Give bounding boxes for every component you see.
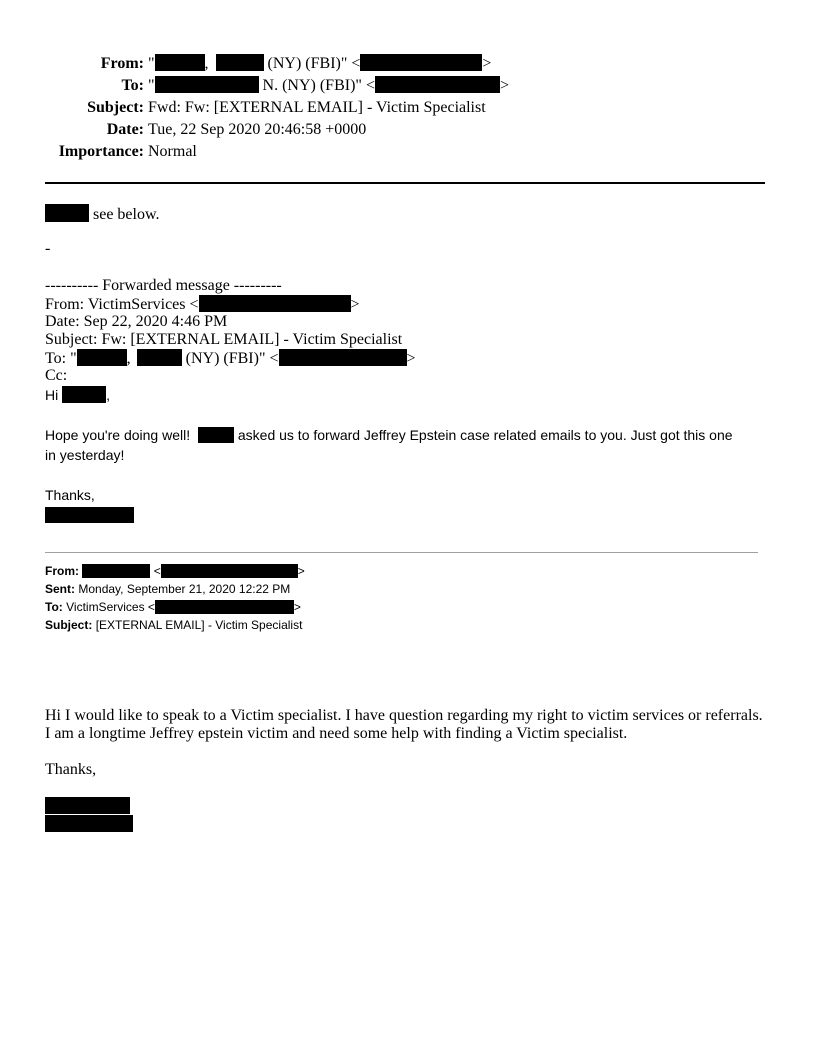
redaction-block xyxy=(77,349,127,366)
message1-line1: Hope you're doing well! asked us to forward Jeffrey Epstein case related emails to you. Just got this one xyxy=(45,427,733,443)
redaction-block xyxy=(62,386,106,403)
redaction-block xyxy=(155,76,259,93)
redaction-block xyxy=(155,54,205,71)
to-label: To: xyxy=(121,77,144,94)
redaction-block xyxy=(45,815,133,832)
subject-row xyxy=(0,97,816,119)
date-value: Tue, 22 Sep 2020 20:46:58 +0000 xyxy=(148,121,367,138)
forwarded-date: Date: Sep 22, 2020 4:46 PM xyxy=(45,313,228,330)
forwarded-to: To: " , (NY) (FBI)" < > xyxy=(45,350,416,367)
orig-from-row: From: < > xyxy=(45,564,305,578)
redaction-block xyxy=(155,600,294,614)
redaction-block xyxy=(82,564,150,578)
importance-row xyxy=(0,141,816,163)
redaction-block xyxy=(161,564,298,578)
date-row xyxy=(0,119,816,141)
greeting-line: Hi , xyxy=(45,387,111,403)
from-label: From: xyxy=(100,55,144,72)
date-label: Date: xyxy=(106,121,144,138)
redaction-block xyxy=(360,54,482,71)
intro-text: see below. xyxy=(93,206,160,223)
importance-value: Normal xyxy=(148,143,197,160)
importance-label: Importance: xyxy=(58,143,144,160)
intro-line xyxy=(45,204,160,225)
redaction-block xyxy=(45,797,130,814)
message1-thanks: Thanks, xyxy=(45,487,95,503)
orig-subject-row: Subject: [EXTERNAL EMAIL] - Victim Specialist xyxy=(45,618,303,632)
from-value: " , (NY) (FBI)" < > xyxy=(148,55,492,72)
subject-label: Subject: xyxy=(87,99,144,116)
forwarded-subject: Subject: Fw: [EXTERNAL EMAIL] - Victim Specialist xyxy=(45,331,403,348)
original-message-divider xyxy=(45,552,758,553)
orig-to-row: To: VictimServices < > xyxy=(45,600,301,614)
redaction-block xyxy=(45,204,89,222)
redaction-block xyxy=(375,76,500,93)
message2-line1: Hi I would like to speak to a Victim specialist. I have question regarding my right to victim services or referrals. xyxy=(45,707,763,724)
to-value: " N. (NY) (FBI)" < > xyxy=(148,77,509,94)
orig-sent-row: Sent: Monday, September 21, 2020 12:22 PM xyxy=(45,582,291,596)
message2-thanks: Thanks, xyxy=(45,761,97,778)
redaction-block xyxy=(279,349,407,366)
header-divider xyxy=(45,182,765,184)
redaction-block xyxy=(199,295,351,312)
from-row xyxy=(0,53,816,75)
redaction-block xyxy=(137,349,182,366)
redaction-block xyxy=(198,427,234,443)
signature-redaction xyxy=(45,507,134,525)
message1-line2: in yesterday! xyxy=(45,447,125,463)
intro-dash: - xyxy=(45,240,51,257)
sender-signature-redaction xyxy=(45,797,133,832)
forwarded-cc: Cc: xyxy=(45,367,68,384)
to-row xyxy=(0,75,816,97)
forwarded-from: From: VictimServices < > xyxy=(45,296,360,313)
message2-line2: I am a longtime Jeffrey epstein victim and need some help with finding a Victim specialist. xyxy=(45,725,628,742)
redaction-block xyxy=(45,507,134,523)
redaction-block xyxy=(216,54,264,71)
forwarded-banner: ---------- Forwarded message --------- xyxy=(45,277,282,294)
subject-value: Fwd: Fw: [EXTERNAL EMAIL] - Victim Specialist xyxy=(148,99,486,116)
